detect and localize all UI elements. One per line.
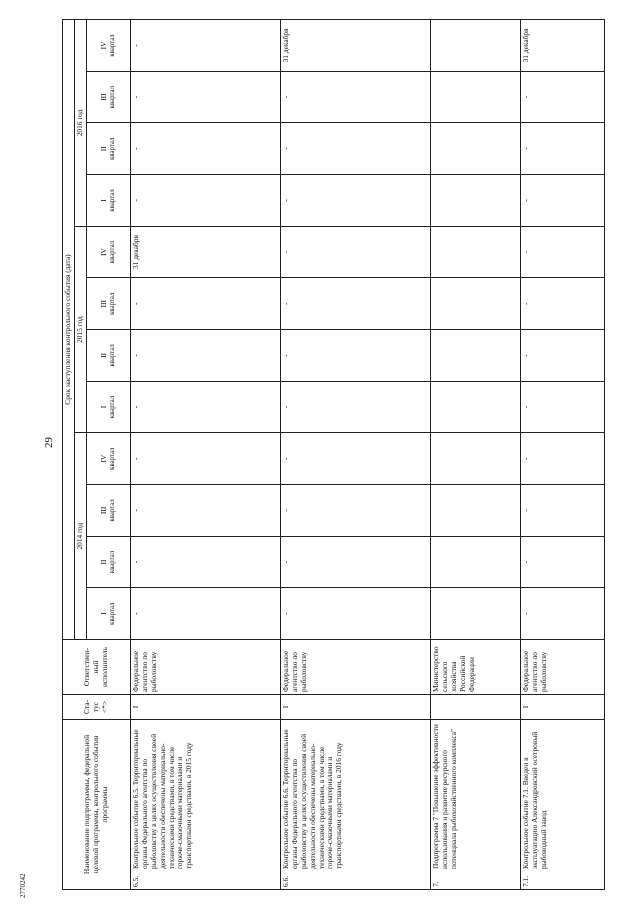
date-cell xyxy=(431,226,521,278)
header-quarter xyxy=(87,433,131,485)
table-row xyxy=(281,20,431,890)
table-row xyxy=(131,20,281,890)
executor-cell: Федеральное агентство по рыболовству xyxy=(131,640,281,695)
quarter-word: квартал xyxy=(108,602,116,625)
header-quarter xyxy=(87,226,131,278)
event-name-cell xyxy=(281,720,431,890)
status-cell xyxy=(431,695,521,720)
date-cell: - xyxy=(131,381,281,433)
date-cell: - xyxy=(131,536,281,588)
quarter-word: квартал xyxy=(108,137,116,160)
quarter-word: квартал xyxy=(108,447,116,470)
date-cell xyxy=(431,20,521,72)
date-cell: - xyxy=(131,588,281,640)
date-cell: 31 декабря xyxy=(521,20,605,72)
quarter-number: IV xyxy=(98,248,108,256)
quarter-number: II xyxy=(98,559,108,565)
date-cell: - xyxy=(281,330,431,382)
event-name: Контрольное событие 6.6. Территориальные органы Федерального агентства по рыболовству в целях осуществления своей деятельности обеспечены материально-техническими средствами, в том числе горюче-смазочными материалами и транспортными средствами, в 2016 году xyxy=(281,729,344,869)
quarter-word: квартал xyxy=(108,550,116,574)
date-cell xyxy=(431,588,521,640)
date-cell: - xyxy=(281,278,431,330)
quarter-number: IV xyxy=(98,454,108,463)
header-executor: Ответствен- ный исполнитель xyxy=(63,640,131,695)
quarter-number: I xyxy=(98,405,108,409)
quarter-word: квартал xyxy=(108,499,116,522)
quarter-word: квартал xyxy=(108,85,116,109)
header-year-2016: 2016 год xyxy=(75,20,87,227)
date-cell: - xyxy=(521,226,605,278)
date-cell: - xyxy=(131,485,281,537)
header-quarter xyxy=(87,71,131,123)
event-name: Подпрограмма 7 "Повышение эффективности использования и развитие ресурсного потенциала рыбохозяйственного комплекса" xyxy=(431,724,458,869)
date-cell: - xyxy=(521,536,605,588)
status-cell: I xyxy=(521,695,605,720)
date-cell: - xyxy=(281,175,431,227)
date-cell: 31 декабря xyxy=(131,226,281,278)
header-quarter xyxy=(87,485,131,537)
header-quarter xyxy=(87,588,131,640)
header-status: Ста- тус <*> xyxy=(63,695,131,720)
document-code: 2770242 xyxy=(19,873,27,898)
header-quarter xyxy=(87,330,131,382)
date-cell: - xyxy=(131,71,281,123)
date-cell: - xyxy=(521,433,605,485)
date-cell xyxy=(431,381,521,433)
date-cell: - xyxy=(521,588,605,640)
date-cell: - xyxy=(281,123,431,175)
row-number: 6.5. xyxy=(131,875,140,887)
date-cell: - xyxy=(521,123,605,175)
header-year-2014: 2014 год xyxy=(75,433,87,640)
quarter-number: III xyxy=(98,93,108,101)
status-cell: I xyxy=(281,695,431,720)
event-name: Контрольное событие 6.5. Территориальные органы Федерального агентства по рыболовству в целях осуществления своей деятельности обеспечены материально-техническими средствами, в том числе горюче-смазочными материалами и транспортными средствами, в 2015 году xyxy=(131,729,194,869)
header-quarter xyxy=(87,536,131,588)
date-cell: - xyxy=(131,433,281,485)
table-row xyxy=(431,20,521,890)
date-cell: - xyxy=(281,381,431,433)
date-cell: - xyxy=(131,278,281,330)
quarter-word: квартал xyxy=(108,189,116,212)
quarter-number: I xyxy=(98,199,108,202)
header-quarter xyxy=(87,175,131,227)
date-cell: - xyxy=(131,330,281,382)
header-quarter xyxy=(87,20,131,72)
executor-cell: Федеральное агентство по рыболовству xyxy=(281,640,431,695)
event-name-cell xyxy=(131,720,281,890)
date-cell: - xyxy=(131,123,281,175)
status-cell: I xyxy=(131,695,281,720)
executor-cell: Федеральное агентство по рыболовству xyxy=(521,640,605,695)
date-cell xyxy=(431,485,521,537)
date-cell xyxy=(431,433,521,485)
header-quarter xyxy=(87,123,131,175)
quarter-word: квартал xyxy=(108,344,116,367)
date-cell xyxy=(431,278,521,330)
date-cell: - xyxy=(521,175,605,227)
row-number: 7.1. xyxy=(521,875,530,887)
date-cell: - xyxy=(521,278,605,330)
date-cell: - xyxy=(281,71,431,123)
quarter-number: IV xyxy=(98,41,108,50)
header-name: Наименование подпрограммы, федеральной целевой программы, контрольного события программы xyxy=(63,720,131,890)
date-cell: - xyxy=(281,485,431,537)
event-name: Контрольное событие 7.1. Введен в эксплуатацию Александровский осетровый рыбоводный завод xyxy=(521,731,548,869)
date-cell: - xyxy=(281,226,431,278)
rotated-page-content xyxy=(62,20,572,890)
row-number: 7. xyxy=(431,881,440,887)
date-cell xyxy=(431,330,521,382)
quarter-word: квартал xyxy=(108,292,116,315)
date-cell: - xyxy=(131,20,281,72)
header-year-2015: 2015 год xyxy=(75,226,87,433)
executor-cell: Министерство сельского хозяйства Российской Федерации xyxy=(431,640,521,695)
quarter-word: квартал xyxy=(108,395,116,419)
quarter-number: III xyxy=(98,506,108,515)
event-name-cell xyxy=(431,720,521,890)
date-cell: - xyxy=(521,71,605,123)
header-deadline: Срок наступления контрольного события (дата) xyxy=(63,20,75,640)
date-cell: - xyxy=(521,330,605,382)
date-cell: - xyxy=(521,381,605,433)
quarter-number: III xyxy=(98,300,108,308)
date-cell: - xyxy=(281,536,431,588)
row-number: 6.6. xyxy=(281,875,290,887)
quarter-word: квартал xyxy=(108,34,116,57)
event-name-cell xyxy=(521,720,605,890)
date-cell: - xyxy=(281,588,431,640)
date-cell: - xyxy=(131,175,281,227)
date-cell xyxy=(431,71,521,123)
control-events-table xyxy=(62,19,605,890)
quarter-number: I xyxy=(98,612,108,615)
quarter-word: квартал xyxy=(108,240,116,264)
date-cell: - xyxy=(521,485,605,537)
quarter-number: II xyxy=(98,352,108,358)
date-cell xyxy=(431,536,521,588)
table-row xyxy=(521,20,605,890)
date-cell xyxy=(431,123,521,175)
date-cell xyxy=(431,175,521,227)
header-quarter xyxy=(87,381,131,433)
date-cell: 31 декабря xyxy=(281,20,431,72)
page-number: 29 xyxy=(43,437,55,448)
date-cell: - xyxy=(281,433,431,485)
header-quarter xyxy=(87,278,131,330)
quarter-number: II xyxy=(98,146,108,152)
